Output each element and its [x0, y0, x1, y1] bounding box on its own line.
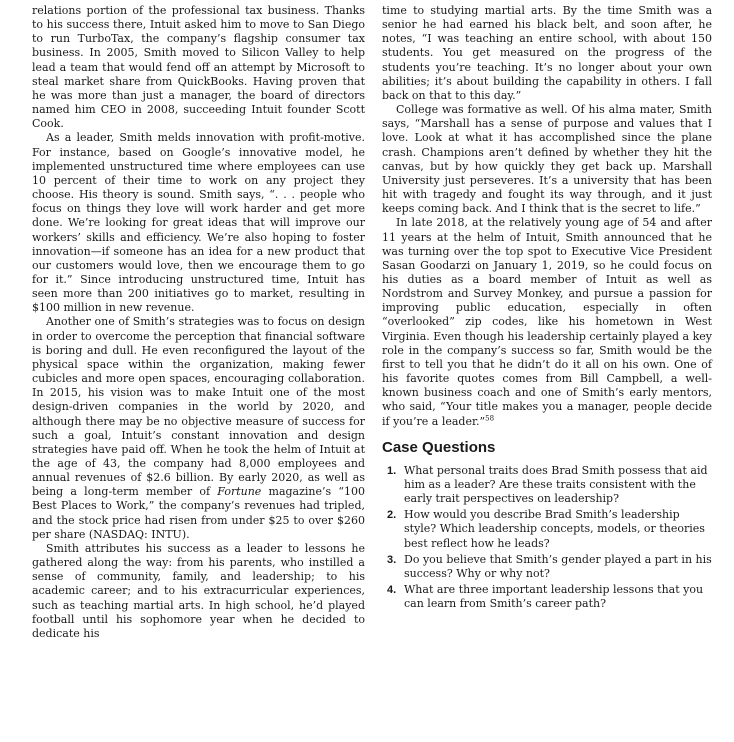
paragraph-text: Another one of Smith’s strategies was to focus on design in order to overcome the perception that financial software is boring and dull. He even reconfigured the layout of the physical space within the organization, making fewer cubicles and more open spaces, encouraging collaboration. In 2015, his vision was to make Intuit one of the most design-driven companies in the world by 2020, and although there may be no objective measure of success for such a goal, Intuit’s constant innovation and design strategies have paid off. When he took the helm of Intuit at the age of 43, the company had 8,000 employees and annual revenues of $2.6 billion. By early 2020, as well as being a long-term member of: [32, 315, 365, 499]
right-column: [382, 4, 712, 613]
paragraph-text: magazine’s “100 Best Places to Work,” the company’s revenues had tripled, and the stock price had risen from under $25 to over $260 per share (NASDAQ: INTU).: [32, 485, 365, 541]
footnote-ref: 58: [485, 413, 495, 422]
case-questions-list: [382, 464, 712, 612]
list-item: [382, 553, 712, 581]
paragraph: College was formative as well. Of his alma mater, Smith says, “Marshall has a sense of purpose and values that I love. Look at what it has accomplished since the plane crash. Champions aren’t defined by whether they hit the canvas, but by how quickly they get back up. Marshall University just perseveres. It’s a university that has been hit with tragedy and fought its way through, and it just keeps coming back. And I think that is the secret to life.”: [382, 103, 712, 216]
left-column: [32, 4, 365, 641]
magazine-title: Fortune: [217, 485, 262, 499]
list-item: [382, 583, 712, 611]
question-text: What personal traits does Brad Smith possess that aid him as a leader? Are these traits consistent with the early trait perspectives on leadership?: [404, 463, 708, 506]
paragraph: time to studying martial arts. By the time Smith was a senior he had earned his black belt, and soon after, he notes, “I was teaching an entire school, with about 150 students. You get measured on the progress of the students you’re teaching. It’s no longer about your own abilities; it’s about building the capability in others. I fall back on that to this day.”: [382, 4, 712, 102]
paragraph-text: In late 2018, at the relatively young age of 54 and after 11 years at the helm of Intuit, Smith announced that he was turning over the top spot to Executive Vice President Sasan Goodarzi on January 1, 2019, so he could focus on his duties as a board member of Intuit as well as Nordstrom and Survey Monkey, and pursue a passion for improving public education, especially in often “overlooked” zip codes, like his hometown in West Virginia. Even though his leadership certainly played a key role in the company’s success so far, Smith would be the first to tell you that he didn’t do it all on his own. One of his favorite quotes comes from Bill Campbell, a well-known business coach and one of Smith’s early mentors, who said, “Your title makes you a manager, people decide if you’re a leader.”: [382, 216, 712, 428]
question-number: 4.: [387, 584, 397, 597]
case-questions-heading: Case Questions: [382, 438, 496, 456]
paragraph: [382, 216, 712, 428]
question-number: 1.: [387, 464, 397, 477]
list-item: [382, 508, 712, 550]
question-number: 2.: [387, 509, 397, 522]
list-item: [382, 464, 712, 506]
paragraph: [32, 315, 365, 542]
question-text: How would you describe Brad Smith’s leadership style? Which leadership concepts, models, or theories best reflect how he leads?: [404, 508, 705, 550]
question-number: 3.: [387, 553, 397, 566]
paragraph: As a leader, Smith melds innovation with profit-motive. For instance, based on Google’s innovative model, he implemented unstructured time where employees can use 10 percent of their time to work on any project they choose. His theory is sound. Smith says, “. . . people who focus on things they love will work harder and get more done. We’re looking for great ideas that will improve our workers’ skills and efficiency. We’re also hoping to foster innovation—if someone has an idea for a new product that our customers would love, then we encourage them to go for it.” Since introducing unstructured time, Intuit has seen more than 200 initiatives go to market, resulting in $100 million in new revenue.: [32, 131, 365, 315]
paragraph: Smith attributes his success as a leader to lessons he gathered along the way: from his parents, who instilled a sense of community, family, and leadership; to his academic career; and to his extracurricular experiences, such as teaching martial arts. In high school, he’d played football until his sophomore year when he decided to dedicate his: [32, 541, 365, 640]
question-text: Do you believe that Smith’s gender played a part in his success? Why or why not?: [404, 552, 712, 580]
question-text: What are three important leadership lessons that you can learn from Smith’s career path?: [404, 583, 704, 611]
paragraph: relations portion of the professional tax business. Thanks to his success there, Intuit asked him to move to San Diego to run TurboTax, the company’s flagship consumer tax business. In 2005, Smith moved to Silicon Valley to help lead a team that would fend off an attempt by Microsoft to steal market share from QuickBooks. Having proven that he was more than just a manager, the board of directors named him CEO in 2008, succeeding Intuit founder Scott Cook.: [32, 4, 365, 131]
